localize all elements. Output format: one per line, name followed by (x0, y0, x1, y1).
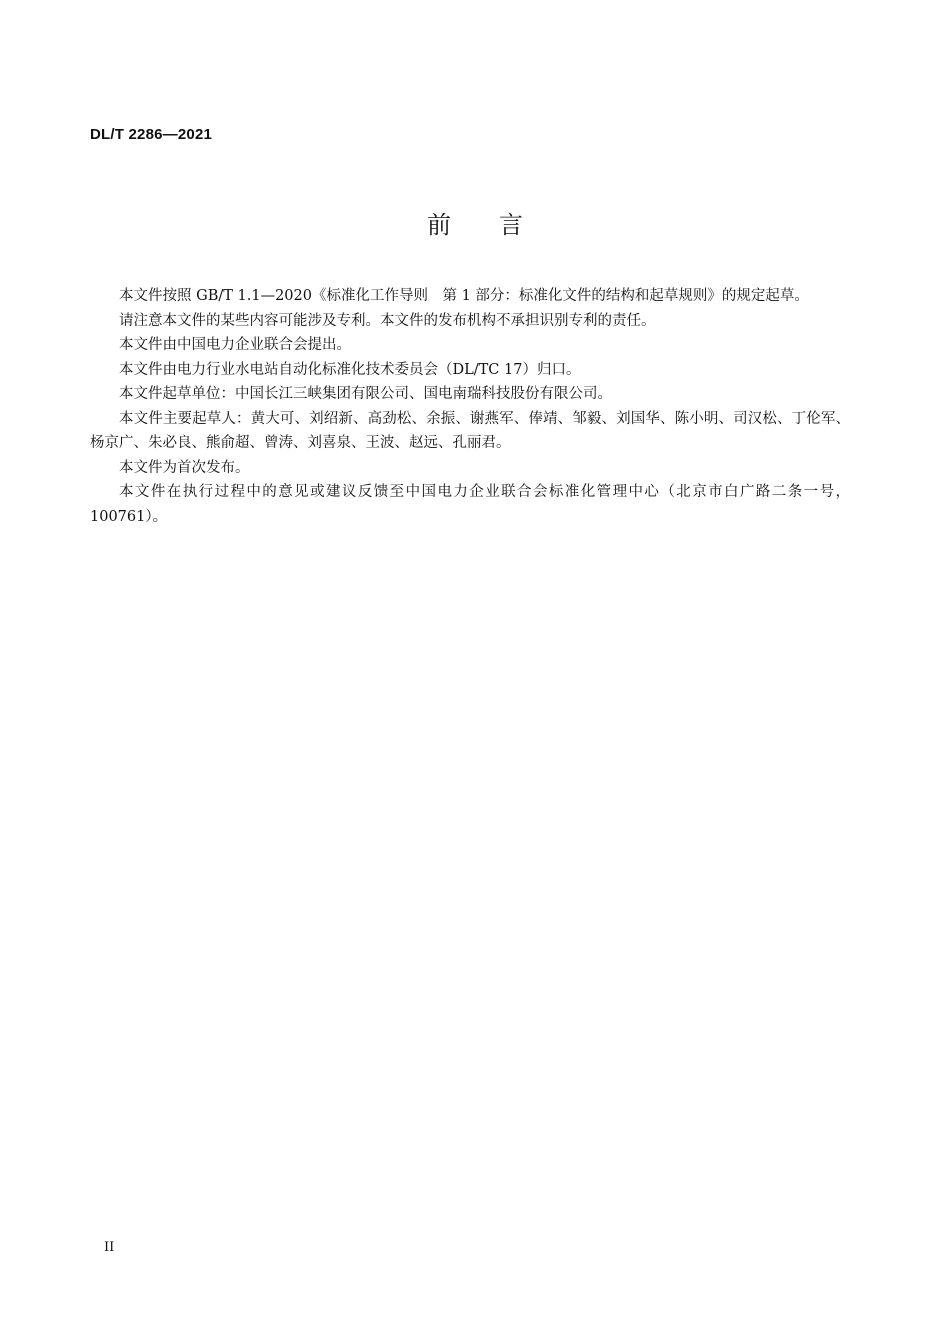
paragraph-drafting-rules: 本文件按照 GB/T 1.1—2020《标准化工作导则 第 1 部分：标准化文件的结构和起草规则》的规定起草。 (119, 288, 809, 304)
paragraph-first-release: 本文件为首次发布。 (119, 459, 250, 476)
paragraph-proposer: 本文件由中国电力企业联合会提出。 (119, 337, 351, 353)
page-number: II (104, 1240, 115, 1255)
paragraph-drafting-units: 本文件起草单位：中国长江三峡集团有限公司、国电南瑞科技股份有限公司。 (119, 386, 612, 402)
paragraph-patent-notice: 请注意本文件的某些内容可能涉及专利。本文件的发布机构不承担识别专利的责任。 (119, 312, 656, 329)
paragraph-technical-committee: 本文件由电力行业水电站自动化标准化技术委员会（DL/TC 17）归口。 (119, 361, 581, 378)
paragraph-drafters: 本文件主要起草人：黄大可、刘绍新、高劲松、余振、谢燕军、俸靖、邹毅、刘国华、陈小明、司汉松、丁伦军、杨京广、朱必良、熊俞超、曾涛、刘喜泉、王波、赵远、孔丽君。 (90, 410, 850, 451)
paragraph-feedback: 本文件在执行过程中的意见或建议反馈至中国电力企业联合会标准化管理中心（北京市白广路二条一号，100761）。 (90, 484, 850, 525)
page-title: 前言 (427, 211, 571, 239)
foreword-body (90, 284, 850, 529)
standard-code: DL/T 2286—2021 (90, 126, 213, 143)
